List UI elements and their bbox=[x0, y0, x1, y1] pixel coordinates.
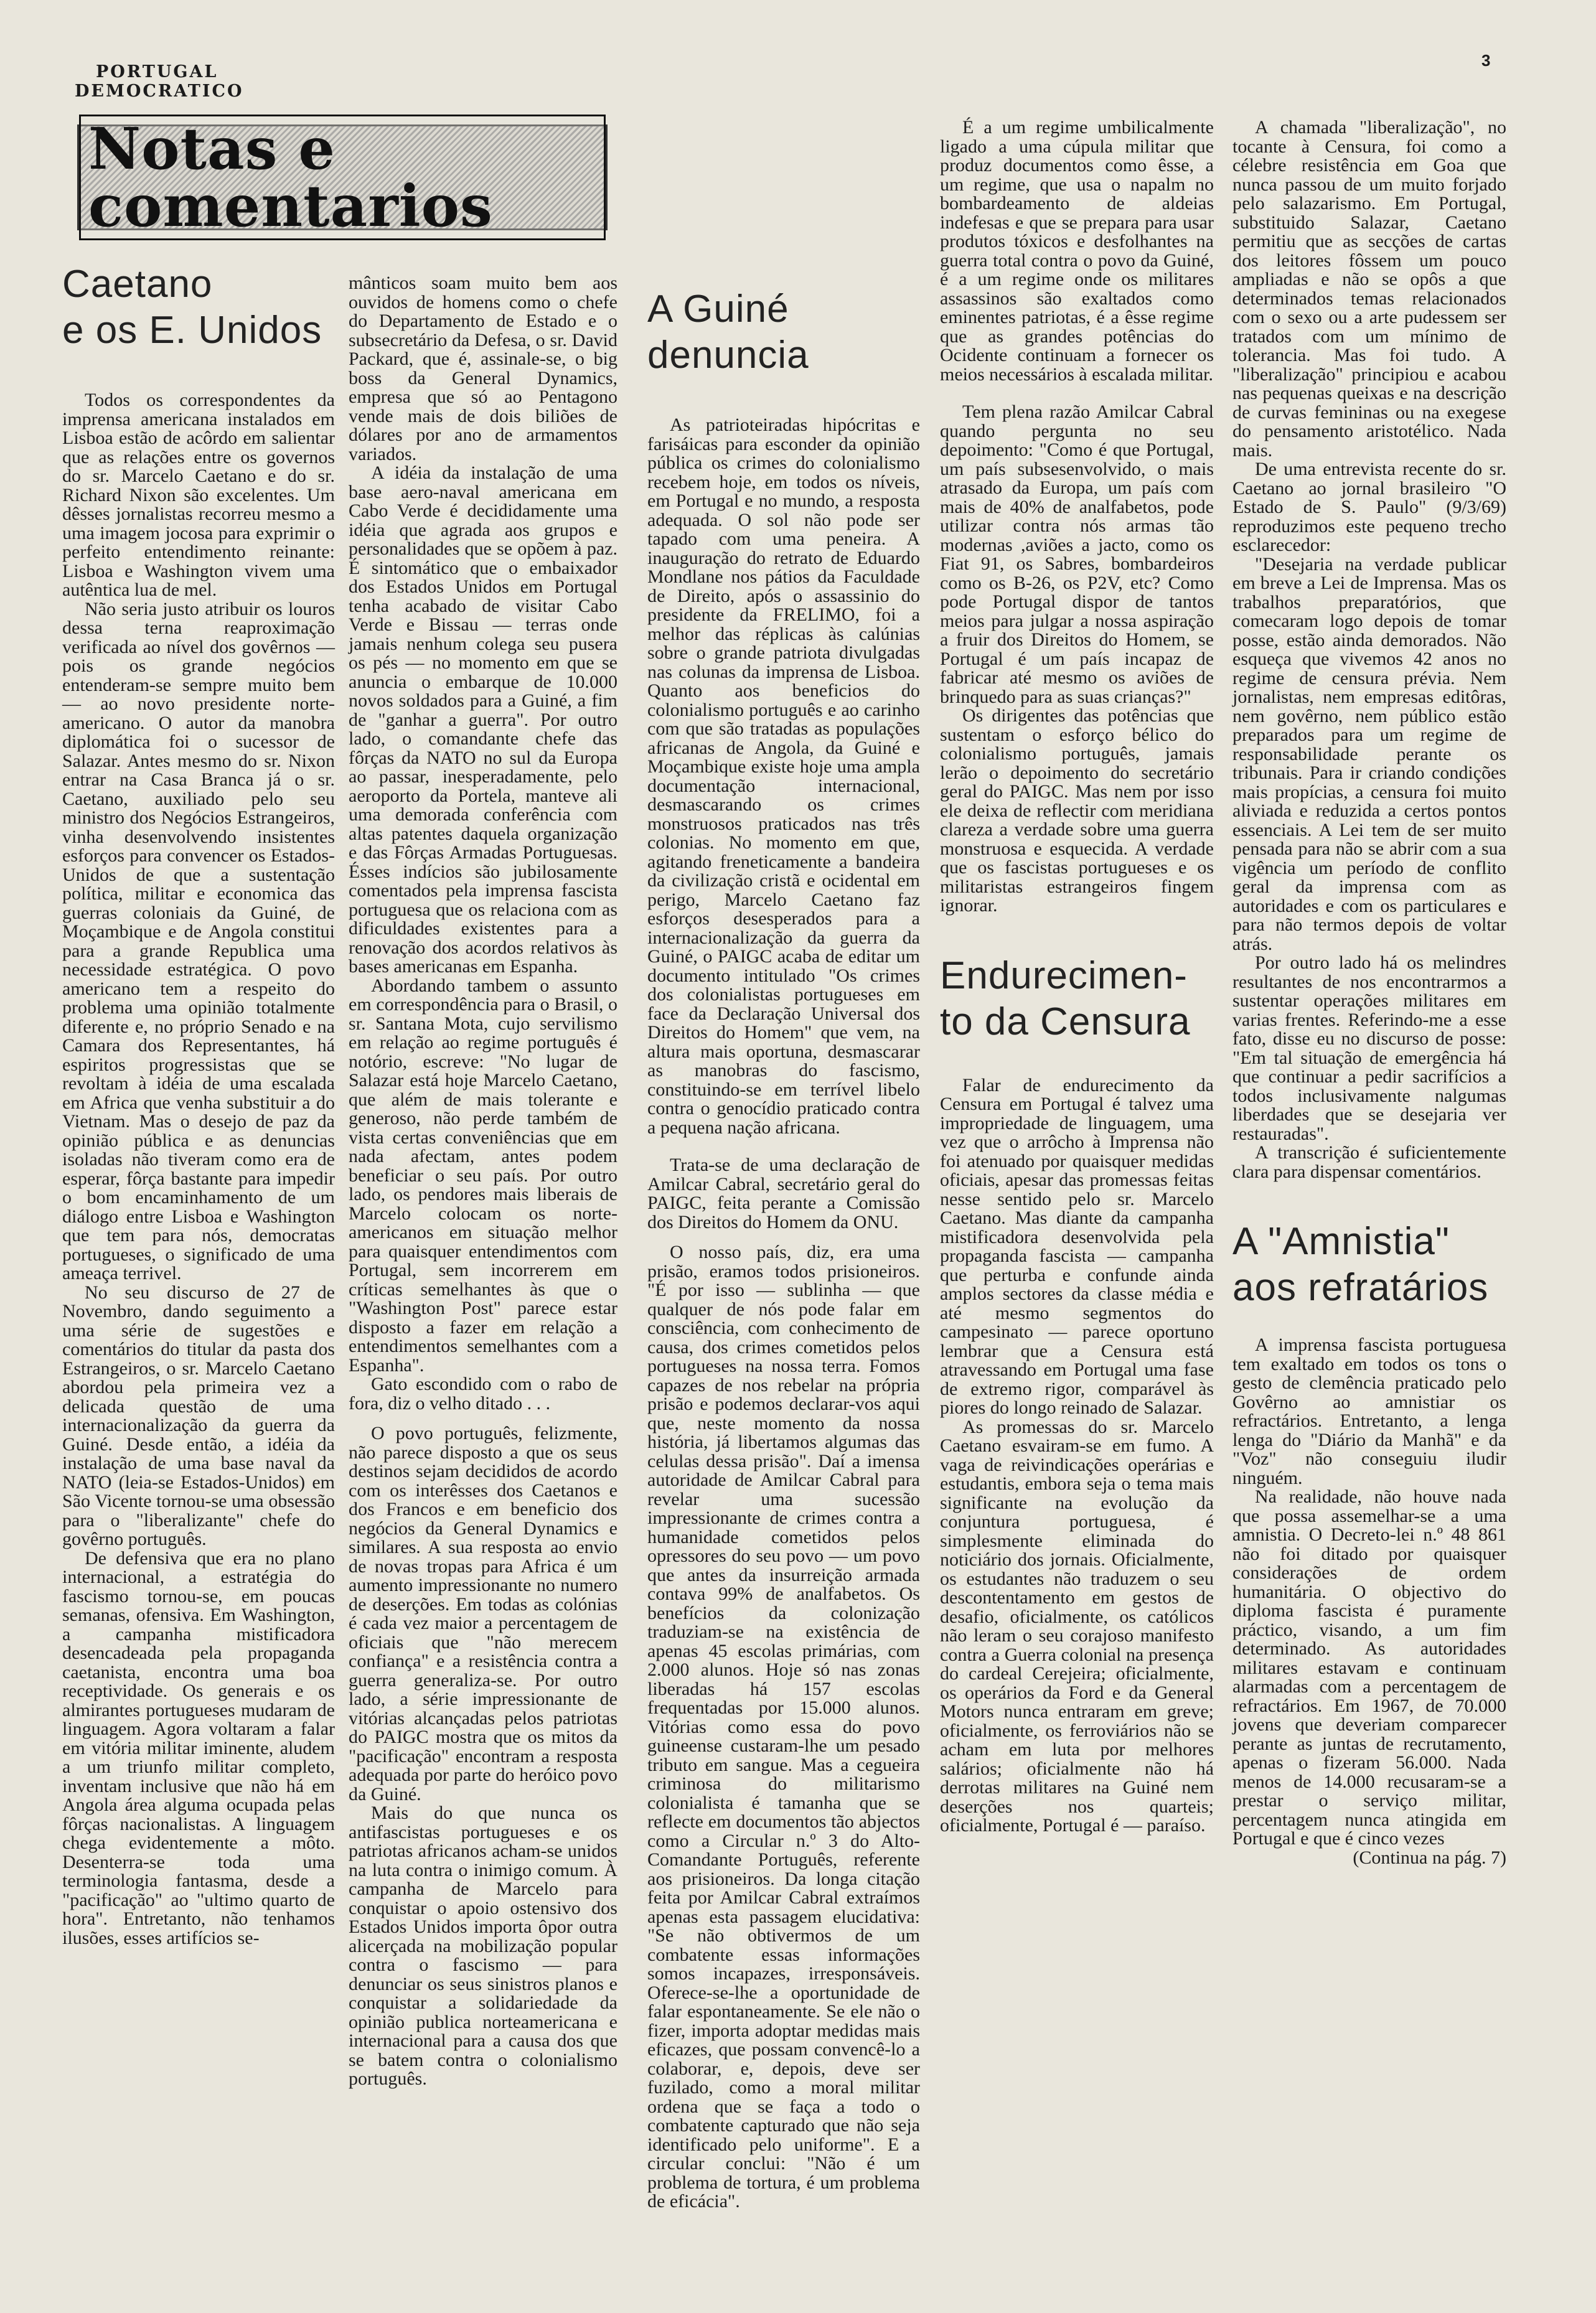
guine-paragraph: Os dirigentes das potências que sustentam o esforço bélico do colonialismo português, jamais lerão o depoimento do secretário geral do PAIGC. Mas nem por isso ele deixa de reflectir com meridiana clareza a verdade sobre uma guerra monstruosa e esquecida. A verdade que os fascistas portugueses e os militaristas estrangeiros fingem ignorar. bbox=[940, 705, 1214, 916]
column-5 bbox=[1232, 118, 1506, 1867]
guine-headline bbox=[647, 286, 920, 378]
caetano-paragraph: mânticos soam muito bem aos ouvidos de homens como o chefe do Departamento de Estado e o subsecretário da Defesa, o sr. David Packard, que é, assinale-se, o big boss da General Dynamics, empresa que só ao Pentagono vende mais de dois biliões de dólares por ano de armamentos variados. bbox=[349, 273, 617, 464]
censura-headline bbox=[940, 953, 1214, 1045]
amnistia-headline bbox=[1232, 1219, 1506, 1311]
caetano-paragraph: A idéia da instalação de uma base aero-naval americana em Cabo Verde é decididamente uma idéia que agrada aos grupos e personalidades que se opõem à paz. É sintomático que o embaixador dos Estados Unidos em Portugal tenha acabado de visitar Cabo Verde e Bissau — terras onde jamais nenhum colega seu pusera os pés — no momento em que se anuncia o embarque de 10.000 novos soldados para a Guiné, a fim de "ganhar a guerra". Por outro lado, o comandante chefe das fôrças da NATO no sul da Europa ao passar, inesperadamente, pelo aeroporto da Portela, manteve ali uma demorada conferência com altas patentes daquela organização e das Fôrças Armadas Portuguesas. Ésses indícios são jubilosamente comentados pela imprensa fascista portuguesa que os relaciona com as dificuldades existentes para a renovação dos acordos relativos às bases americanas em Espanha. bbox=[349, 462, 617, 977]
caetano-headline bbox=[62, 261, 335, 354]
amnistia-headline-line1: A "Amnistia" bbox=[1232, 1220, 1450, 1263]
caetano-headline-line1: Caetano bbox=[62, 263, 213, 306]
guine-paragraph: As patrioteiradas hipócritas e farisáicas para esconder da opinião pública os crimes do colonialismo recebem hoje, em todos os níveis, em Portugal e no mundo, a resposta adequada. O sol não pode ser tapado com uma peneira. A inauguração do retrato de Eduardo Mondlane nos pátios da Faculdade de Direito, após o assassinio do presidente da FRELIMO, foi a melhor das réplicas às calúnias sobre o grande patriota divulgadas nas colunas da imprensa de Lisboa. Quanto aos beneficios do colonialismo português e ao carinho com que são tratadas as populações africanas de Angola, da Guiné e Moçambique existe hoje uma ampla documentação internacional, desmascarando os crimes monstruosos praticados nas três colonias. No momento em que, agitando freneticamente a bandeira da civilização cristã e ocidental em perigo, Marcelo Caetano faz esforços desesperados para a internacionalização da guerra da Guiné, o PAIGC acaba de editar um documento intitulado "Os crimes dos colonialistas portugueses em face da Declaração Universal dos Direitos do Homem" que vem, na altura mais oportuna, desmascarar as manobras do fascismo, constituindo-se em terrível libelo contra o genocídio praticado contra a pequena nação africana. bbox=[647, 415, 920, 1138]
guine-paragraph: É a um regime umbilicalmente ligado a uma cúpula militar que produz documentos como êsse, a um regime, que usa o napalm no bombardeamento de aldeias indefesas e que se prepara para usar produtos tóxicos e desfolhantes na guerra total contra o povo da Guiné, é a um regime onde os militares assassinos são exaltados como eminentes patriotas, é a êsse regime que as grandes potências do Ocidente continuam a fornecer os meios necessários à escalada militar. bbox=[940, 117, 1214, 385]
guine-headline-line2: denuncia bbox=[647, 334, 809, 377]
publication-name-line2: DEMOCRATICO bbox=[75, 82, 244, 101]
amnistia-paragraph: Na realidade, não houve nada que possa assemelhar-se a uma amnistia. O Decreto-lei n.º 48 861 não foi ditado por quaisquer considerações de ordem humanitária. O objectivo do diploma fascista é puramente práctico, visando, a um fim determinado. As autoridades militares estavam e continuam alarmadas com a percentagem de refractários. Em 1967, de 70.000 jovens que deveriam comparecer perante as juntas de recrutamento, apenas o fizeram 56.000. Nada menos de 14.000 recusaram-se a prestar o serviço militar, percentagem nunca atingida em Portugal e que é cinco vezes bbox=[1232, 1486, 1506, 1849]
censura-paragraph: Por outro lado há os melindres resultantes de nos encontrarmos a sustentar operações militares em varias frentes. Referindo-me a esse fato, disse eu no discurso de posse: "Em tal situação de emergência há que continuar a pedir sacrifícios a todos inclusivamente nalgumas liberdades que se desejaria ver restauradas". bbox=[1232, 952, 1506, 1144]
column-4 bbox=[940, 118, 1214, 1836]
censura-headline-line1: Endurecimen- bbox=[940, 954, 1188, 997]
publication-name-line1: PORTUGAL bbox=[96, 62, 218, 82]
page-number: 3 bbox=[1481, 51, 1491, 70]
publication-masthead bbox=[75, 62, 299, 101]
column-2 bbox=[349, 274, 617, 2089]
caetano-paragraph: Gato escondido com o rabo de fora, diz o velho ditado . . . bbox=[349, 1374, 617, 1414]
caetano-paragraph: No seu discurso de 27 de Novembro, dando seguimento a uma série de sugestões e comentários do titular da pasta dos Estrangeiros, o sr. Marcelo Caetano abordou pela primeira vez a delicada questão de uma internacionalização da guerra da Guiné. Desde então, a idéia da instalação de uma base naval da NATO (leia-se Estados-Unidos) em São Vicente tornou-se uma obsessão para o "liberalizante" chefe do govêrno português. bbox=[62, 1282, 335, 1549]
continued-note: (Continua na pág. 7) bbox=[1353, 1847, 1506, 1868]
caetano-headline-line2: e os E. Unidos bbox=[62, 309, 322, 352]
censura-paragraph: "Desejaria na verdade publicar em breve a Lei de Imprensa. Mas os trabalhos preparatórios, que comecaram logo depois de tomar posse, estão ainda demorados. Não esqueça que vivemos 42 anos no regime de censura prévia. Nem jornalistas, nem empresas editôras, nem govêrno, nem público estão preparados para um regime de responsabilidade perante os tribunais. Para ir criando condições mais propícias, a censura foi muito aliviada e reduzida a certos pontos essenciais. A Lei tem de ser muito pensada para não se abrir com a sua vigência um período de conflito geral da imprensa com as autoridades e com os particulares e para não termos depois de voltar atrás. bbox=[1232, 553, 1506, 954]
censura-headline-line2: to da Censura bbox=[940, 1000, 1191, 1043]
amnistia-paragraph: A imprensa fascista portuguesa tem exaltado em todos os tons o gesto de clemência praticado pelo Govêrno ao amnistiar os refractários. Entretanto, a lenga lenga do "Diário da Manhã" e da "Voz" não conseguiu iludir ninguém. bbox=[1232, 1335, 1506, 1488]
censura-paragraph: De uma entrevista recente do sr. Caetano ao jornal brasileiro "O Estado de S. Paulo" (9/3/69) reproduzimos este pequeno trecho esclarecedor: bbox=[1232, 459, 1506, 555]
censura-paragraph: A chamada "liberalização", no tocante à Censura, foi como a célebre resistência em Goa que nunca passou de um muito forjado pelo salazarismo. Em Portugal, substituido Salazar, Caetano permitiu que as secções de cartas dos leitores fôssem um pouco ampliadas e não se opôs a que determinados temas relacionados com o sexo ou a arte pudessem ser tratados com um mínimo de tolerancia. Mas foi tudo. A "liberalização" principiou e acabou nas pequenas queixas e na descrição de curvas femininas ou na exegese do pensamento aristotélico. Nada mais. bbox=[1232, 117, 1506, 461]
section-banner bbox=[77, 115, 608, 240]
amnistia-headline-line2: aos refratários bbox=[1232, 1266, 1489, 1309]
caetano-paragraph: De defensiva que era no plano internacional, a estratégia do fascismo tornou-se, em poucas semanas, ofensiva. Em Washington, a campanha mistificadora desencadeada pela propaganda caetanista, encontra uma boa receptividade. Os generais e os almirantes portugueses mudaram de linguagem. Agora voltaram a falar em vitória militar iminente, aludem a um triunfo militar completo, inventam inclusive que não há em Angola área alguma ocupada pelas fôrças nacionalistas. A linguagem chega evidentemente a môto. Desenterra-se toda uma terminologia fantasma, desde a "pacificação" ao "ultimo quarto de hora". Entretanto, não tenhamos ilusões, esses artifícios se- bbox=[62, 1547, 335, 1948]
section-title: Notas e comentarios bbox=[79, 115, 606, 240]
caetano-paragraph: Mais do que nunca os antifascistas portugueses e os patriotas africanos acham-se unidos na luta contra o inimigo comum. À campanha de Marcelo para conquistar o apoio ostensivo dos Estados Unidos importa ôpor outra alicerçada na mobilização popular contra o fascismo — para denunciar os seus sinistros planos e conquistar a solidariedade da opinião publica norteamericana e internacional para a causa dos que se batem contra o colonialismo português. bbox=[349, 1803, 617, 2089]
caetano-paragraph: O povo português, felizmente, não parece disposto a que os seus destinos sejam decididos de acordo com os interêsses dos Caetanos e dos Francos e em beneficio dos negócios da General Dynamics e similares. A sua resposta ao envio de novas tropas para Africa é um aumento impressionante no numero de deserções. Em todas as colónias é cada vez maior a percentagem de oficiais que "não merecem confiança" e a resistência contra a guerra generaliza-se. Por outro lado, a série impressionante de vitórias alcançadas pelos patriotas do PAIGC mostra que os mitos da "pacificação" encontram a resposta adequada por parte do heróico povo da Guiné. bbox=[349, 1423, 617, 1804]
guine-headline-line1: A Guiné bbox=[647, 288, 789, 331]
caetano-paragraph: Todos os correspondentes da imprensa americana instalados em Lisboa estão de acôrdo em salientar que as relações entre os governos do sr. Marcelo Caetano e do sr. Richard Nixon são excelentes. Um dêsses jornalistas recorreu mesmo a uma imagem jocosa para exprimir o perfeito entendimento reinante: Lisboa e Washington vivem uma autêntica lua de mel. bbox=[62, 390, 335, 600]
censura-paragraph: As promessas do sr. Marcelo Caetano esvairam-se em fumo. A vaga de reivindicações operárias e estudantis, embora seja o tema mais significante na evolução da conjuntura portuguesa, é simplesmente eliminada do noticiário dos jornais. Oficialmente, os estudantes não traduzem o seu descontentamento em gestos de desafio, oficialmente, os católicos não leram o seu corajoso manifesto contra a Guerra colonial na presença do cardeal Cerejeira; oficialmente, os operários da Ford e da General Motors nunca entraram em greve; oficialmente, os ferroviários não se acham em luta por melhores salários; oficialmente não há derrotas militares na Guiné nem deserções nos quarteis; oficialmente, Portugal é — paraíso. bbox=[940, 1416, 1214, 1836]
column-1 bbox=[62, 261, 335, 1948]
censura-paragraph: A transcrição é suficientemente clara para dispensar comentários. bbox=[1232, 1142, 1506, 1182]
censura-paragraph: Falar de endurecimento da Censura em Portugal é talvez uma impropriedade de linguagem, uma vez que o arrôcho à Imprensa não foi atenuado por quaisquer medidas oficiais, apesar das promessas feitas nesse sentido pelo sr. Marcelo Caetano. Mas diante da campanha mistificadora desenvolvida pela propaganda fascista — campanha que perturba e confunde ainda amplos sectores da classe média e até mesmo segmentos do campesinato — parece oportuno lembrar que a Censura está atravessando em Portugal uma fase de extremo rigor, comparável às piores do longo reinado de Salazar. bbox=[940, 1074, 1214, 1418]
caetano-paragraph: Abordando tambem o assunto em correspondência para o Brasil, o sr. Santana Mota, cujo servilismo em relação ao regime português é notório, escreve: "No lugar de Salazar está hoje Marcelo Caetano, que além de mais tolerante e generoso, não perde também de vista certas conveniências que em nada afectam, antes podem beneficiar o seu país. Por outro lado, os pendores mais liberais de Marcelo colocam os norte-americanos em situação melhor para quaisquer entendimentos com Portugal, sem incorrerem em críticas semelhantes às que o "Washington Post" parece estar disposto a fazer em relação a entendimentos semelhantes com a Espanha". bbox=[349, 975, 617, 1376]
guine-paragraph: Tem plena razão Amilcar Cabral quando pergunta no seu depoimento: "Como é que Portugal, um país subsesenvolvido, o mais atrasado da Europa, um país com mais de 40% de analfabetos, pode utilizar contra nós armas tão modernas ,aviões a jacto, como os Fiat 91, os Sabres, bombardeiros como os B-26, os P2V, etc? Como pode Portugal dispor de tantos meios para julgar a nossa aspiração a fruir dos Direitos do Homem, se Portugal é um país incapaz de fabricar até mesmo os aviões de brinquedo para as suas crianças?" bbox=[940, 401, 1214, 707]
guine-paragraph: O nosso país, diz, era uma prisão, eramos todos prisioneiros. "É por isso — sublinha — que qualquer de nós pode falar em consciência, com conhecimento de causa, dos crimes cometidos pelos portugueses na nossa terra. Fomos capazes de nos rebelar na própria prisão e podemos declarar-vos aqui que, neste momento da nossa história, já libertamos algumas das celulas dessa prisão". Daí a imensa autoridade de Amilcar Cabral para revelar uma sucessão impressionante de crimes contra a humanidade cometidos pelos opressores do seu povo — um povo que antes da insurreição armada contava 99% de analfabetos. Os benefícios da colonização traduziam-se na existência de apenas 45 escolas primárias, com 2.000 alunos. Hoje só nas zonas liberadas há 157 escolas frequentadas por 15.000 alunos. Vitórias como essa do povo guineense custaram-lhe um pesado tributo em sangue. Mas a cegueira criminosa do militarismo colonialista é tamanha que se reflecte em documentos tão abjectos como a Circular n.º 3 do Alto-Comandante Português, referente aos prisioneiros. Da longa citação feita por Amilcar Cabral extraímos apenas esta passagem elucidativa: "Se não obtivermos de um combatente essas informações somos incapazes, irresponsáveis. Oferece-se-lhe a oportunidade de falar espontaneamente. Se ele não o fizer, importa adoptar medidas mais eficazes, que possam convencê-lo a colaborar, e, depois, deve ser fuzilado, como a moral militar ordena que se faça a todo o combatente capturado que não seja identificado pelo uniforme". E a circular conclui: "Não é um problema de tortura, é um problema de eficácia". bbox=[647, 1242, 920, 2212]
guine-paragraph: Trata-se de uma declaração de Amilcar Cabral, secretário geral do PAIGC, feita perante a Comissão dos Direitos do Homem da ONU. bbox=[647, 1155, 920, 1232]
caetano-paragraph: Não seria justo atribuir os louros dessa terna reaproximação verificada ao nível dos govêrnos — pois os grande negócios entenderam-se sempre muito bem — ao novo presidente norte-americano. O autor da manobra diplomática foi o sucessor de Salazar. Antes mesmo do sr. Nixon entrar na Casa Branca já o sr. Caetano, auxiliado pelo seu ministro dos Negócios Estrangeiros, vinha desenvolvendo insistentes esforços para convencer os Estados-Unidos de que a sustentação política, militar e economica das guerras coloniais da Guiné, de Moçambique e de Angola constitui para a grande Republica uma necessidade estratégica. O povo americano tem a respeito do problema uma opinião totalmente diferente e, no próprio Senado e na Camara dos Representantes, há espiritos progressistas que se revoltam à idéia de uma escalada em Africa que venha substituir a do Vietnam. Mas o desejo de paz da opinião pública e as denuncias isoladas não tiveram como era de esperar, fôrça bastante para impedir o bom encaminhamento de um diálogo entre Lisboa e Washington que tem para nós, democratas portugueses, o significado de uma ameaça terrivel. bbox=[62, 598, 335, 1283]
column-3 bbox=[647, 118, 920, 2212]
